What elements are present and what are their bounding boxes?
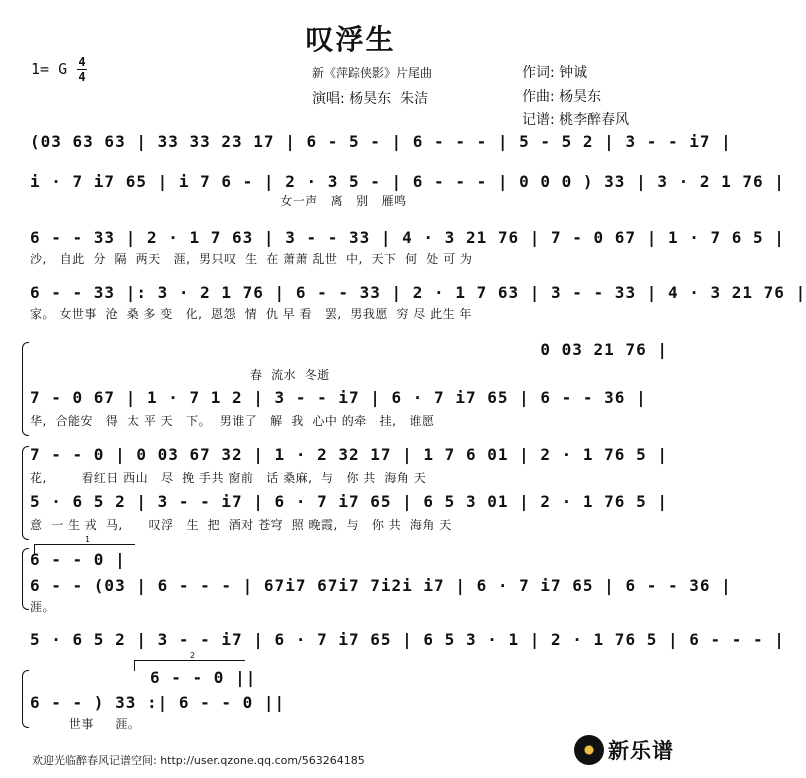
lyrics-line: 涯。 xyxy=(30,600,56,614)
notes-line: 5 · 6 5 2 | 3 - - i7 | 6 · 7 i7 65 | 6 5 3 · 1 | 2 · 1 76 5 | 6 - - - | xyxy=(30,630,785,649)
song-title: 叹浮生 xyxy=(305,23,396,56)
notes-line: 6 - - 0 || xyxy=(150,668,257,687)
notes-line: 6 - - ) 33 :| 6 - - 0 || xyxy=(30,693,286,712)
time-signature xyxy=(77,56,87,83)
transcriber: 记谱: 桃李醉春风 xyxy=(522,112,630,128)
time-signature-top: 4 xyxy=(78,55,86,69)
notes-line: i · 7 i7 65 | i 7 6 - | 2 · 3 5 - | 6 - - - | 0 0 0 ) 33 | 3 · 2 1 76 | xyxy=(30,172,785,191)
subtitle: 新《萍踪侠影》片尾曲 xyxy=(312,66,433,80)
notes-line: (03 63 63 | 33 33 23 17 | 6 - 5 - | 6 - - - | 5 - 5 2 | 3 - - i7 | xyxy=(30,132,732,151)
notes-line: 0 03 21 76 | xyxy=(30,340,668,359)
site-logo[interactable] xyxy=(574,735,674,765)
vinyl-disc-icon xyxy=(574,735,604,765)
lyrics-line: 意 一 生 戎 马, 叹浮 生 把 酒对 苍穹 照 晚霞, 与 你 共 海角 天 xyxy=(30,518,452,532)
second-ending-number: 2 xyxy=(190,651,196,660)
footer-link[interactable]: 欢迎光临醉春风记谱空间: http://user.qzone.qq.com/563264185 xyxy=(32,754,365,767)
singers: 演唱: 杨昊东 朱洁 xyxy=(312,91,429,107)
logo-text: 新乐谱 xyxy=(608,739,674,763)
composer: 作曲: 杨昊东 xyxy=(522,89,602,105)
lyrics-line: 华, 合能安 得 太 平 天 下。 男谁了 解 我 心中 的牵 挂, 谁愿 xyxy=(30,414,435,428)
key-signature: 1= G xyxy=(31,60,68,78)
notes-line: 6 - - 0 | xyxy=(30,550,126,569)
notes-line: 5 · 6 5 2 | 3 - - i7 | 6 · 7 i7 65 | 6 5 3 01 | 2 · 1 76 5 | xyxy=(30,492,668,511)
notes-line: 6 - - 33 |: 3 · 2 1 76 | 6 - - 33 | 2 · 1 7 63 | 3 - - 33 | 4 · 3 21 76 | xyxy=(30,283,806,302)
lyrics-line: 女一声 离 别 雁鸣 xyxy=(30,194,407,208)
lyrics-line: 家。 女世事 沧 桑 多 变 化, 恩怨 情 仇 早 看 罢, 男我愿 穷 尽 此生 年 xyxy=(30,307,472,321)
system-brace xyxy=(22,670,29,728)
notes-line: 6 - - 33 | 2 · 1 7 63 | 3 - - 33 | 4 · 3 21 76 | 7 - 0 67 | 1 · 7 6 5 | xyxy=(30,228,785,247)
notes-line: 7 - 0 67 | 1 · 7 1 2 | 3 - - i7 | 6 · 7 i7 65 | 6 - - 36 | xyxy=(30,388,647,407)
lyrics-line: 世事 涯。 xyxy=(30,717,141,731)
notes-line: 6 - - (03 | 6 - - - | 67i7 67i7 7i2i i7 | 6 · 7 i7 65 | 6 - - 36 | xyxy=(30,576,732,595)
first-ending-number: 1 xyxy=(85,535,91,544)
notes-line: 7 - - 0 | 0 03 67 32 | 1 · 2 32 17 | 1 7 6 01 | 2 · 1 76 5 | xyxy=(30,445,668,464)
lyrics-line: 沙, 自此 分 隔 两天 涯, 男只叹 生 在 萧萧 乱世 中, 天下 何 处 可 为 xyxy=(30,252,473,266)
lyrics-line: 花, 看红日 西山 尽 挽 手共 窗前 话 桑麻, 与 你 共 海角 天 xyxy=(30,471,427,485)
lyricist: 作词: 钟诚 xyxy=(522,65,588,81)
system-brace xyxy=(22,548,29,610)
system-brace xyxy=(22,342,29,436)
time-signature-bottom: 4 xyxy=(78,70,86,84)
lyrics-line: 春 流水 冬逝 xyxy=(30,368,330,382)
system-brace xyxy=(22,446,29,540)
